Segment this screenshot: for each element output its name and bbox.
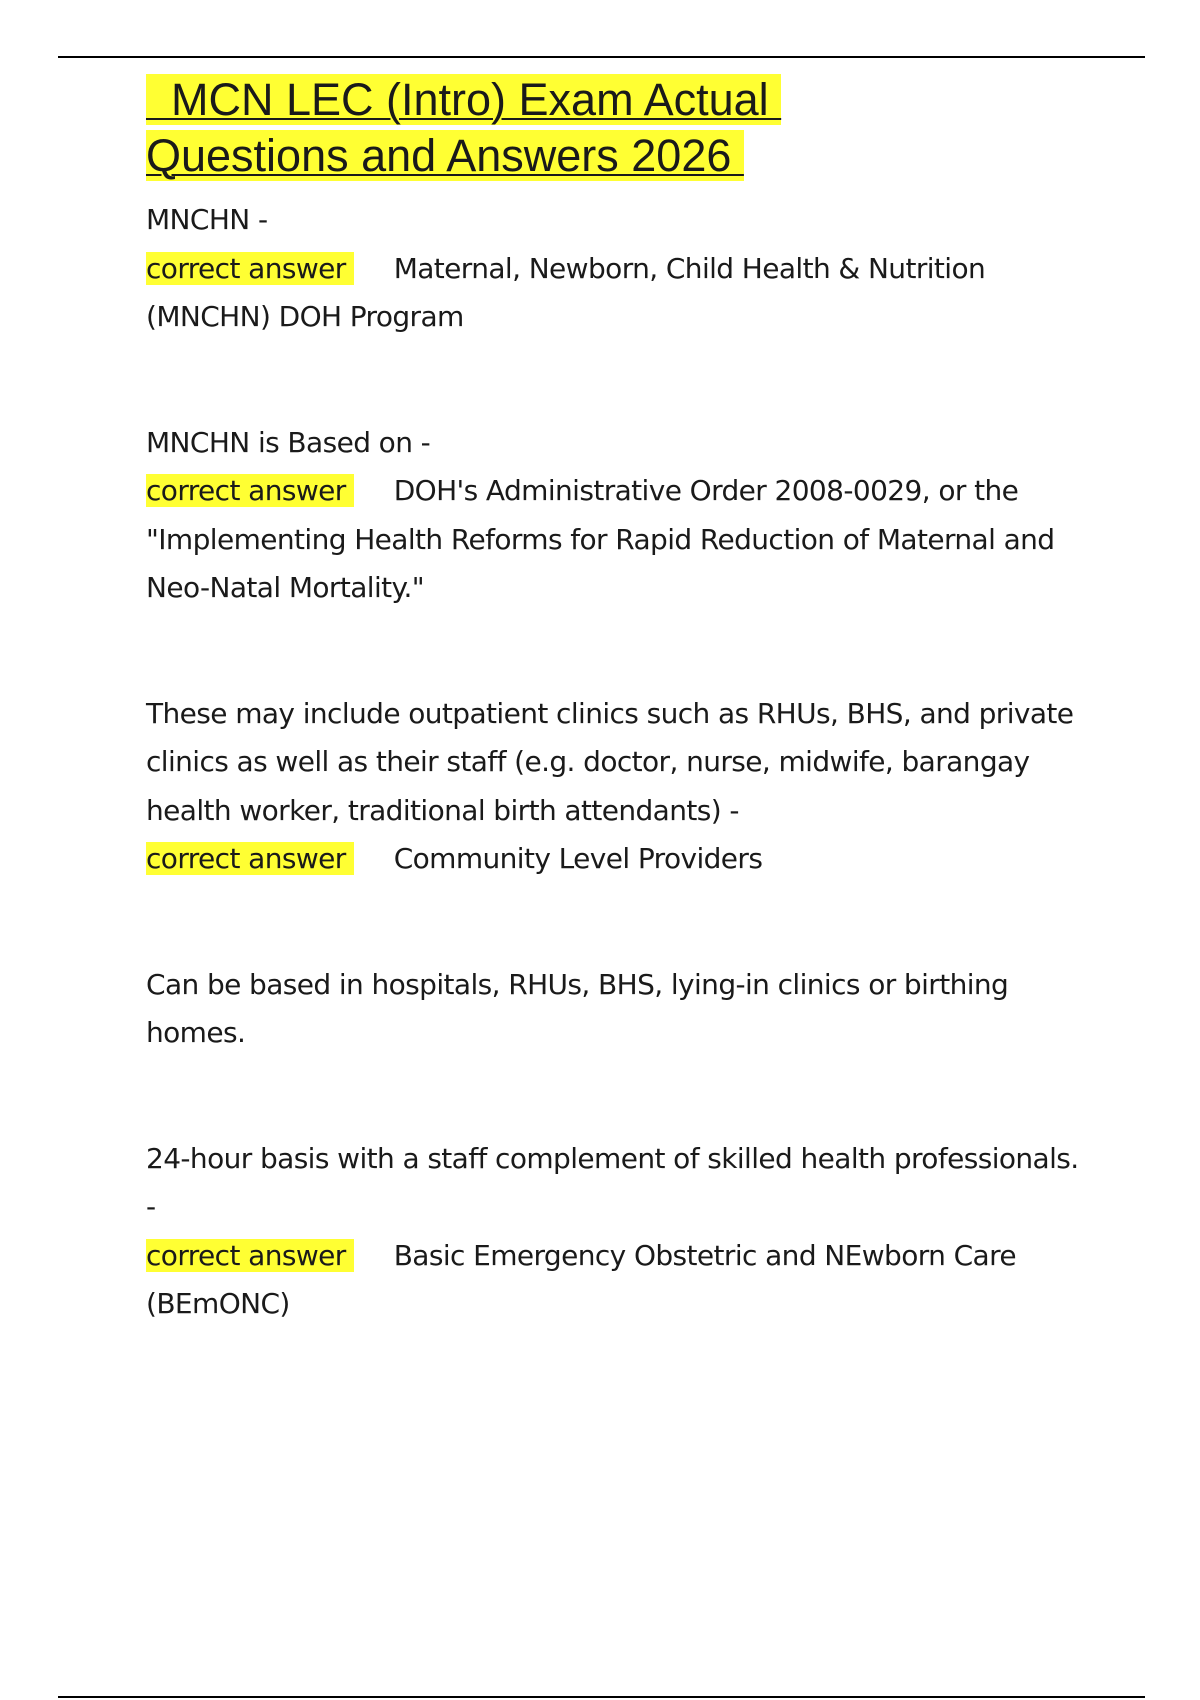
page-bottom-rule: [58, 1696, 1145, 1698]
title-line-1: MCN LEC (Intro) Exam Actual: [146, 74, 782, 125]
question-text: MNCHN -: [146, 203, 268, 236]
document-title: [146, 72, 906, 184]
qa-item: [146, 961, 1096, 1058]
title-line-2: Questions and Answers 2026: [146, 130, 744, 181]
correct-answer-label: correct answer: [146, 842, 354, 875]
correct-answer-label: correct answer: [146, 1239, 354, 1272]
qa-item: [146, 419, 1096, 613]
qa-item: [146, 690, 1096, 884]
answer-text: Maternal, Newborn, Child Health & Nutrition (MNCHN) DOH Program: [146, 251, 986, 333]
question-text: 24-hour basis with a staff complement of skilled health professionals. -: [146, 1141, 1079, 1223]
qa-list: [146, 196, 1096, 1329]
answer-text: Community Level Providers: [393, 842, 763, 875]
question-text: These may include outpatient clinics such as RHUs, BHS, and private clinics as well as their staff (e.g. doctor, nurse, midwife, barangay health worker, traditional birth attendants) -: [146, 696, 1074, 827]
question-text: Can be based in hospitals, RHUs, BHS, lying-in clinics or birthing homes.: [146, 967, 1009, 1049]
qa-item: [146, 196, 1096, 342]
page-top-rule: [58, 56, 1145, 58]
question-text: MNCHN is Based on -: [146, 425, 431, 459]
correct-answer-label: correct answer: [146, 252, 354, 285]
answer-text: DOH's Administrative Order 2008-0029, or the "Implementing Health Reforms for Rapid Reduction of Maternal and Neo-Natal Mortality.": [146, 474, 1055, 604]
correct-answer-label: correct answer: [146, 474, 354, 507]
answer-text: Basic Emergency Obstetric and NEwborn Care (BEmONC): [146, 1238, 1017, 1320]
qa-item: [146, 1135, 1096, 1329]
